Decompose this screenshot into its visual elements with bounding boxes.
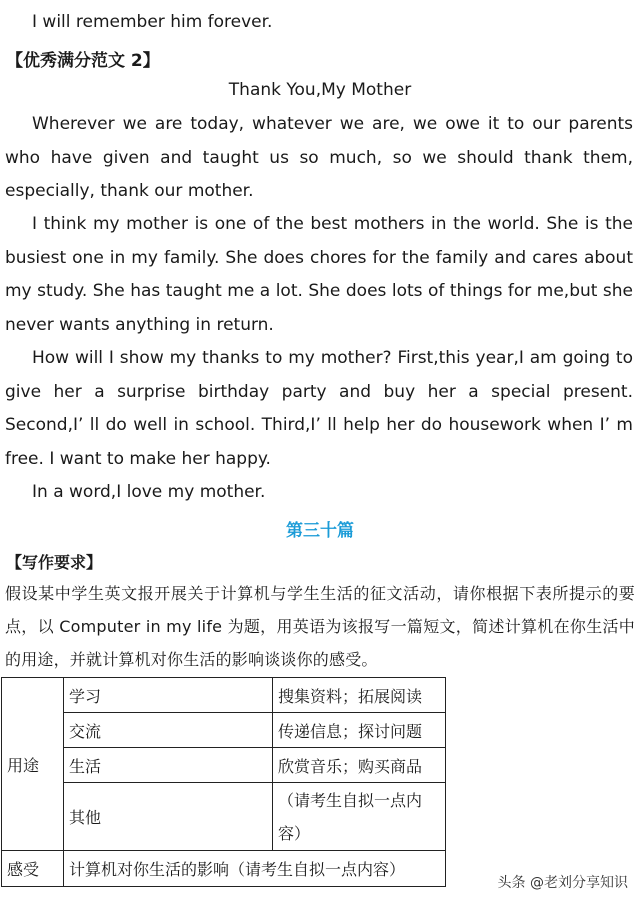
table-cell: 欣赏音乐；购买商品 — [273, 748, 446, 783]
table-cell: 传递信息；探讨问题 — [273, 713, 446, 748]
table-cell: 搜集资料；拓展阅读 — [273, 678, 446, 713]
use-label-cell: 用途 — [2, 678, 64, 851]
table-cell: （请考生自拟一点内容） — [273, 783, 446, 851]
essay-paragraph: I think my mother is one of the best mothers in the world. She is the busiest one in my family. She does chores for the family and cares about my study. She has taught me a lot. She does lots of things for me,but she never wants anything in return. — [5, 214, 633, 335]
essay-title: Thank You,My Mother — [228, 80, 412, 100]
essay-paragraph: How will I show my thanks to my mother? First,this year,I am going to give her a surprise birthday party and buy her a special present. Second,I’ ll do well in school. Third,I’ ll help her do housework when I’ m free. I want to make her happy. — [5, 348, 633, 469]
requirement-label: 【写作要求】 — [6, 553, 103, 572]
watermark: 头条 @老刘分享知识 — [497, 875, 628, 891]
requirement-text: 假设某中学生英文报开展关于计算机与学生生活的征文活动，请你根据下表所提示的要点，以 Computer in my life 为题，用英语为该报写一篇短文，简述计算机在你生活中的用途，并就计算机对你生活的影响谈谈你的感受。 — [5, 584, 635, 669]
essay-label: 【优秀满分范文 2】 — [6, 51, 160, 71]
feel-text-cell: 计算机对你生活的影响（请考生自拟一点内容） — [64, 851, 446, 887]
table-cell: 其他 — [64, 783, 273, 851]
essay-paragraph: Wherever we are today, whatever we are, we owe it to our parents who have given and taught us so much, so we should thank them, especially, thank our mother. — [5, 114, 633, 202]
table-cell: 交流 — [64, 713, 273, 748]
table-cell: 生活 — [64, 748, 273, 783]
essay-paragraph: In a word,I love my mother. — [32, 482, 266, 502]
section-title: 第三十篇 — [286, 521, 354, 541]
feel-label-cell: 感受 — [2, 851, 64, 887]
outline-table — [1, 677, 446, 887]
previous-essay-ending: I will remember him forever. — [32, 12, 273, 32]
table-cell: 学习 — [64, 678, 273, 713]
